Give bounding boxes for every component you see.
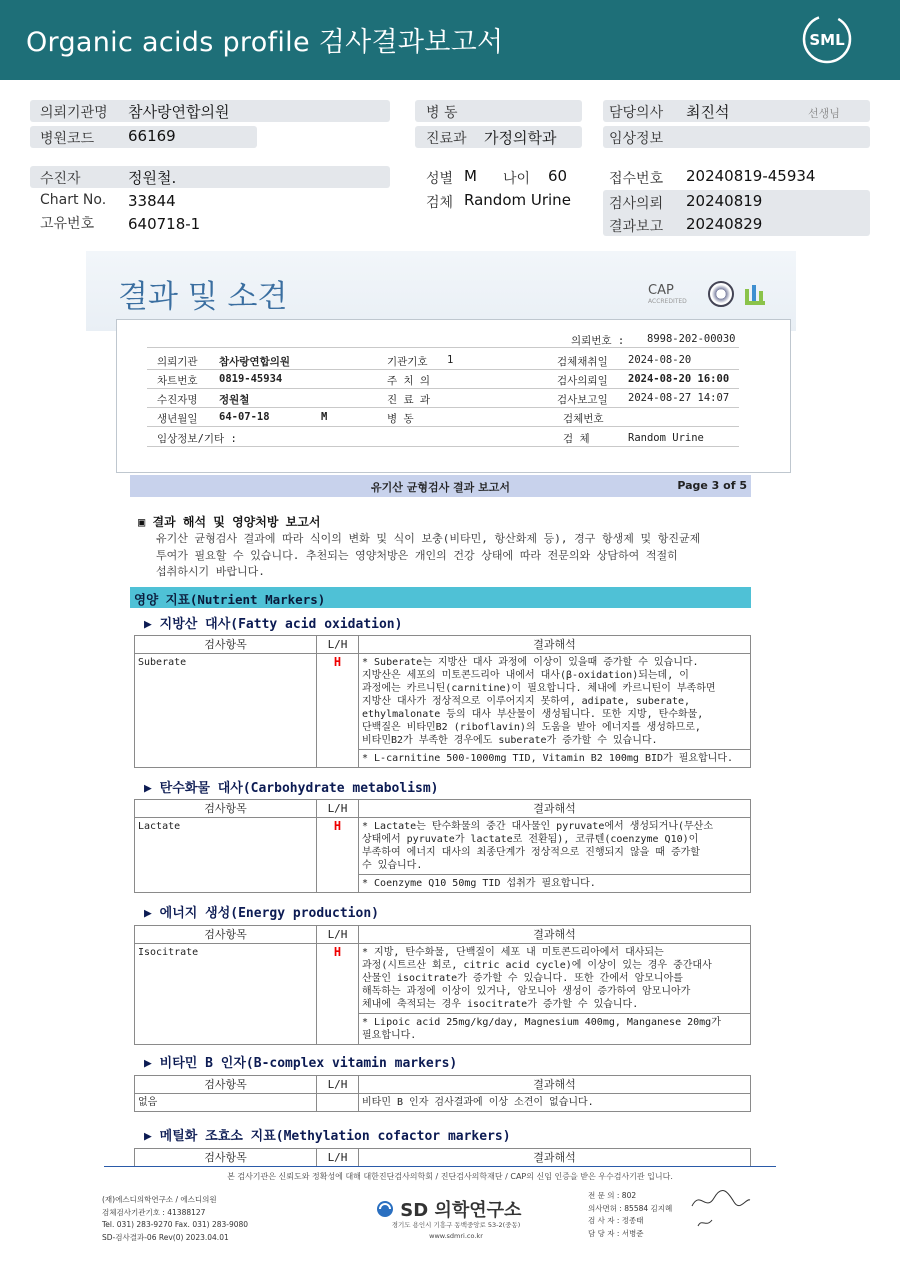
svg-text:SML: SML xyxy=(809,31,845,49)
prescription: * Lipoic acid 25mg/kg/day, Magnesium 400mg, Manganese 20mg가 필요합니다. xyxy=(359,1014,751,1045)
interpretation: * Suberate는 지방산 대사 과정에 이상이 있을때 증가할 수 있습니다. 지방산은 세포의 미토콘드리아 내에서 대사(β-oxidation)되는데, 이 과정에는 카르니틴(carnitine)이 필요합니다. 체내에 카르니틴이 부족하면 지방산 대사가 정상적으로 이루어지지 못하여, adipate, suberate, ethylmalonate 등의 대사 부산물이 생성됩니다. 또한 지방, 탄수화물, 단백질은 비타민B2 (riboflavin)의 도움을 받아 에너지를 생성하므로, 비타민B2가 부족한 경우에도 suberate가 증가할 수 있습니다. xyxy=(359,654,751,750)
pi-label: 검 체 xyxy=(563,433,590,445)
signature-icon xyxy=(696,1216,716,1230)
req-value: 20240819 xyxy=(686,192,763,210)
sd-brand: SD 의학연구소 xyxy=(376,1196,521,1222)
pi-label: 차트번호 xyxy=(157,375,198,387)
lab-logo-icon xyxy=(742,281,768,307)
age-value: 60 xyxy=(548,167,568,185)
bar-title: 유기산 균형검사 결과 보고서 xyxy=(371,481,510,494)
sub-heading: ▶ 메틸화 조효소 지표(Methylation cofactor markers) xyxy=(144,1129,511,1144)
patient-label: 수진자 xyxy=(40,171,81,187)
dept-label: 진료과 xyxy=(426,131,467,147)
inst-label: 의뢰기관명 xyxy=(40,105,108,121)
flag: H xyxy=(317,944,359,1045)
sd-logo-icon xyxy=(376,1200,394,1218)
pi-label: 주 치 의 xyxy=(387,375,431,387)
interpretation: 비타민 B 인자 검사결과에 이상 소견이 없습니다. xyxy=(359,1094,751,1112)
sex-value: M xyxy=(464,167,477,185)
item-name: Lactate xyxy=(135,818,317,893)
recv-label: 접수번호 xyxy=(609,171,664,187)
item-name: Suberate xyxy=(135,654,317,768)
patient-row xyxy=(30,166,390,188)
pi-value: M xyxy=(321,411,328,423)
req-no-label: 의뢰번호 : xyxy=(571,335,625,347)
doc-value: 최진석 xyxy=(686,103,730,121)
prescription: * Coenzyme Q10 50mg TID 섭취가 필요합니다. xyxy=(359,875,751,893)
sub-heading: ▶ 지방산 대사(Fatty acid oxidation) xyxy=(144,617,403,632)
flag xyxy=(317,1094,359,1112)
rep-value: 20240829 xyxy=(686,215,763,233)
interpretation: * 지방, 탄수화물, 단백질이 세포 내 미토콘드리아에서 대사되는 과정(시트르산 회로, citric acid cycle)에 이상이 있는 경우 중간대사 산물인 isocitrate가 증가할 수 있습니다. 또한 간에서 암모니아를 해독하는 과정에 이상이 있거나, 암모니아 생성이 증가하여 암모니아가 체내에 축적되는 경우 isocitrate가 증가할 수 있습니다. xyxy=(359,944,751,1014)
pi-label: 검체번호 xyxy=(563,413,604,425)
section-heading: ▣ 결과 해석 및 영양처방 보고서 xyxy=(138,515,321,529)
spec-label: 검체 xyxy=(426,195,454,211)
result-table: 검사항목 L/H 결과해석 xyxy=(134,1148,751,1167)
sml-logo-icon xyxy=(802,14,852,64)
patient-info-box xyxy=(116,319,791,473)
pi-label: 진 료 과 xyxy=(387,394,431,406)
item-name: Isocitrate xyxy=(135,944,317,1045)
pi-label: 의뢰기관 xyxy=(157,356,198,368)
item-name: 없음 xyxy=(135,1094,317,1112)
signature-icon xyxy=(688,1186,752,1216)
flag: H xyxy=(317,654,359,768)
recv-value: 20240819-45934 xyxy=(686,167,816,185)
sex-label: 성별 xyxy=(426,171,454,187)
cap-badge: CAP ACCREDITED xyxy=(648,283,687,305)
header-bar xyxy=(0,0,900,80)
pi-value: 2024-08-20 16:00 xyxy=(628,373,730,385)
pi-value: 참사랑연합의원 xyxy=(219,356,291,368)
nutrient-bar xyxy=(130,587,751,608)
pi-label: 생년월일 xyxy=(157,413,198,425)
pi-label: 검사의뢰일 xyxy=(557,375,608,387)
pi-label: 검사보고일 xyxy=(557,394,608,406)
uid-value: 640718-1 xyxy=(128,215,201,233)
pi-value: 0819-45934 xyxy=(219,373,283,385)
pi-value: 정원철 xyxy=(219,394,250,406)
report-title: 결과 및 소견 xyxy=(118,279,288,315)
footer-note: 본 검사기관은 신뢰도와 정확성에 대해 대한진단검사의학회 / 진단검사의학재단 / CAP의 신임 인증을 받은 우수검사기관 입니다. xyxy=(227,1172,673,1181)
chart-label: Chart No. xyxy=(40,192,107,208)
page-number: Page 3 of 5 xyxy=(677,479,747,492)
uid-label: 고유번호 xyxy=(40,216,95,232)
patient-value: 정원철. xyxy=(128,169,177,187)
sub-heading: ▶ 비타민 B 인자(B-complex vitamin markers) xyxy=(144,1056,458,1071)
lab-emblem-icon xyxy=(708,281,734,307)
interpretation: * Lactate는 탄수화물의 중간 대사물인 pyruvate에서 생성되거나(무산소 상태에서 pyruvate가 lactate로 전환됨), 코큐텐(coenzyme Q10)이 부족하여 에너지 대사의 최종단계가 정상적으로 진행되지 않을 때 증가할 수 있습니다. xyxy=(359,818,751,875)
report-scan xyxy=(86,251,796,1271)
code-value: 66169 xyxy=(128,127,176,145)
dept-value: 가정의학과 xyxy=(484,129,557,147)
pi-value: Random Urine xyxy=(628,432,704,444)
chart-value: 33844 xyxy=(128,192,176,210)
req-no-value: 8998-202-00030 xyxy=(647,333,736,345)
sd-address: 경기도 용인시 기흥구 동백중앙로 53-2(중동) www.sdmri.co.kr xyxy=(391,1221,521,1240)
clin-label: 임상정보 xyxy=(609,131,664,147)
footer-signers: 전 문 의 : 802 의사면허 : 85584 김지혜 검 사 자 : 정종태 담 당 자 : 서병준 xyxy=(588,1191,673,1238)
result-table: 검사항목 L/H 결과해석 없음 비타민 B 인자 검사결과에 이상 소견이 없습니다. xyxy=(134,1075,751,1112)
result-table: 검사항목 L/H 결과해석 Isocitrate H * 지방, 탄수화물, 단백질이 세포 내 미토콘드리아에서 대사되는 과정(시트르산 회로, citric acid cycle)에 이상이 있는 경우 중간대사 산물인 isocitrate가 증가할 수 있습니다. 또한 간에서 암모니아를 해독하는 과정에 이상이 있거나, 암모니아 생성이 증가하여 암모니아가 체내에 축적되는 경우 isocitrate가 증가할 수 있습니다. * Lipoic acid 25mg/kg/day, Magnesium 400mg, Manganese 20mg가 필요합니다. xyxy=(134,925,751,1045)
inst-value: 참사랑연합의원 xyxy=(128,103,230,121)
rep-label: 결과보고 xyxy=(609,219,664,235)
pi-label: 기관기호 xyxy=(387,356,428,368)
pi-value: 64-07-18 xyxy=(219,411,270,423)
spec-value: Random Urine xyxy=(464,191,571,209)
page-title: Organic acids profile 검사결과보고서 xyxy=(26,27,504,58)
flag: H xyxy=(317,818,359,893)
pi-value: 1 xyxy=(447,354,454,366)
result-table: 검사항목 L/H 결과해석 Suberate H * Suberate는 지방산 대사 과정에 이상이 있을때 증가할 수 있습니다. 지방산은 세포의 미토콘드리아 내에서 대사(β-oxidation)되는데, 이 과정에는 카르니틴(carnitine)이 필요합니다. 체내에 카르니틴이 부족하면 지방산 대사가 정상적으로 이루어지지 못하여, adipate, suberate, ethylmalonate 등의 대사 부산물이 생성됩니다. 또한 지방, 탄수화물, 단백질은 비타민B2 (riboflavin)의 도움을 받아 에너지를 생성하므로, 비타민B2가 부족한 경우에도 suberate가 증가할 수 있습니다. * L-carnitine 500-1000mg TID, Vitamin B2 100mg BID가 필요합니다. xyxy=(134,635,751,768)
sub-heading: ▶ 탄수화물 대사(Carbohydrate metabolism) xyxy=(144,781,439,796)
pi-label: 병 동 xyxy=(387,413,414,425)
code-label: 병원코드 xyxy=(40,131,95,147)
result-table: 검사항목 L/H 결과해석 Lactate H * Lactate는 탄수화물의 중간 대사물인 pyruvate에서 생성되거나(무산소 상태에서 pyruvate가 lactate로 전환됨), 코큐텐(coenzyme Q10)이 부족하여 에너지 대사의 최종단계가 정상적으로 진행되지 않을 때 증가할 수 있습니다. * Coenzyme Q10 50mg TID 섭취가 필요합니다. xyxy=(134,799,751,893)
doc-label: 담당의사 xyxy=(609,105,664,121)
report-title-bar xyxy=(130,475,751,497)
prescription: * L-carnitine 500-1000mg TID, Vitamin B2 100mg BID가 필요합니다. xyxy=(359,750,751,768)
footer-divider xyxy=(104,1166,776,1167)
pi-value: 2024-08-27 14:07 xyxy=(628,392,730,404)
pi-label: 검체채취일 xyxy=(557,356,608,368)
nutrient-title: 영양 지표(Nutrient Markers) xyxy=(134,592,326,607)
sub-heading: ▶ 에너지 생성(Energy production) xyxy=(144,906,379,921)
doc-suffix: 선생님 xyxy=(808,107,840,120)
pi-label: 임상정보/기타 : xyxy=(157,433,237,445)
intro-paragraph: 유기산 균형검사 결과에 따라 식이의 변화 및 식이 보충(비타민, 항산화제 등), 경구 항생제 및 항진균제 투여가 필요할 수 있습니다. 추천되는 영양처방은 개인의 건강 상태에 따라 전문의와 상담하여 적절히 섭취하시기 바랍니다. xyxy=(156,532,701,578)
age-label: 나이 xyxy=(503,171,531,187)
pi-value: 2024-08-20 xyxy=(628,354,692,366)
pi-label: 수진자명 xyxy=(157,394,198,406)
footer-left: (재)에스디의학연구소 / 에스디의원 검체검사기관기호 : 41388127 Tel. 031) 283-9270 Fax. 031) 283-9080 SD-검사결과-06 Rev(0) 2023.04.01 xyxy=(102,1195,249,1242)
ward-label: 병 동 xyxy=(426,105,458,121)
req-label: 검사의뢰 xyxy=(609,196,664,212)
